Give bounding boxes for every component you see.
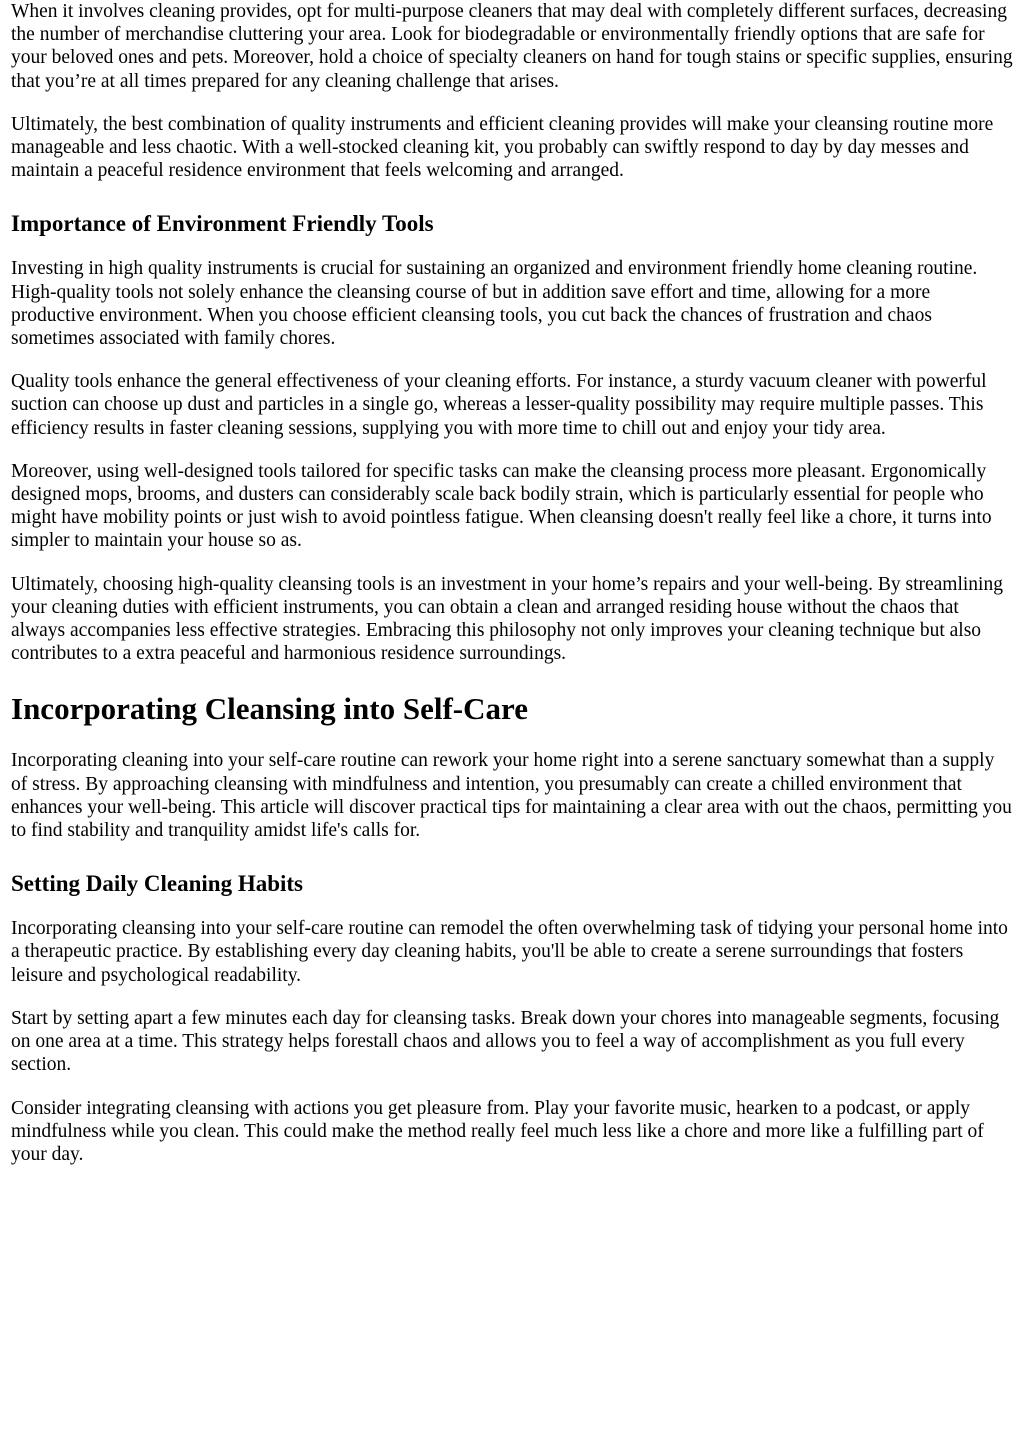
- paragraph-therapeutic-practice: Incorporating cleansing into your self-care routine can remodel the often overwhelming task of tidying your personal home into a therapeutic practice. By establishing every day cleaning habits, you'll be able to create a serene surroundings that fosters leisure and psychological readability.: [11, 918, 1008, 986]
- paragraph-investing-quality: Investing in high quality instruments is crucial for sustaining an organized and environment friendly home cleaning routine. High-quality tools not solely enhance the cleansing course of but in addition save effort and time, allowing for a more productive environment. When you choose efficient cleansing tools, you cut back the chances of frustration and chaos sometimes associated with family chores.: [11, 258, 978, 350]
- paragraph-investment-wellbeing: Ultimately, choosing high-quality cleansing tools is an investment in your home’s repairs and your well-being. By streamlining your cleaning duties with efficient instruments, you can obtain a clean and arranged residing house without the chaos that always accompanies less effective strategies. Embracing this philosophy not only improves your cleaning technique but also contributes to a extra peaceful and harmonious residence surroundings.: [11, 573, 1003, 665]
- heading-cleansing-self-care: Incorporating Cleansing into Self-Care: [11, 691, 528, 727]
- heading-daily-cleaning-habits: Setting Daily Cleaning Habits: [11, 871, 304, 897]
- paragraph-self-care-routine: Incorporating cleaning into your self-care routine can rework your home right into a serene sanctuary somewhat than a supply of stress. By approaching cleansing with mindfulness and intention, you presumably can create a chilled environment that enhances your well-being. This article will discover practical tips for maintaining a clear area with out the chaos, permitting you to find stability and tranquility amidst life's calls for.: [11, 750, 1012, 842]
- heading-environment-friendly-tools: Importance of Environment Friendly Tools: [11, 211, 434, 237]
- paragraph-setting-apart-minutes: Start by setting apart a few minutes each day for cleansing tasks. Break down your chores into manageable segments, focusing on one area at a time. This strategy helps forestall chaos and allows you to feel a way of accomplishment as you full every section.: [11, 1007, 1000, 1076]
- paragraph-quality-tools: Quality tools enhance the general effectiveness of your cleaning efforts. For instance, a sturdy vacuum cleaner with powerful suction can choose up dust and particles in a single go, whereas a lesser-quality possibility may require multiple passes. This efficiency results in faster cleaning sessions, supplying you with more time to chill out and enjoy your tidy area.: [11, 371, 987, 439]
- paragraph-combination-tools: Ultimately, the best combination of quality instruments and efficient cleaning provides will make your cleansing routine more manageable and less chaotic. With a well-stocked cleaning kit, you probably can swiftly respond to day by day messes and maintain a peaceful residence environment that feels welcoming and arranged.: [11, 113, 994, 182]
- paragraph-well-designed-tools: Moreover, using well-designed tools tailored for specific tasks can make the cleansing process more pleasant. Ergonomically designed mops, brooms, and dusters can considerably scale back bodily strain, which is particularly essential for people who might have mobility points or just wish to avoid pointless fatigue. When cleansing doesn't really feel like a chore, it turns into simpler to maintain your house so as.: [11, 460, 992, 552]
- paragraph-integrating-actions: Consider integrating cleansing with actions you get pleasure from. Play your favorite music, hearken to a podcast, or apply mindfulness while you clean. This could make the method really feel much less like a chore and more like a fulfilling part of your day.: [11, 1097, 984, 1165]
- paragraph-cleaning-supplies: When it involves cleaning provides, opt for multi-purpose cleaners that may deal with completely different surfaces, decreasing the number of merchandise cluttering your area. Look for biodegradable or environmentally friendly options that are safe for your beloved ones and pets. Moreover, hold a choice of specialty cleaners on hand for tough stains or specific supplies, ensuring that you’re at all times prepared for any cleaning challenge that arises.: [11, 1, 1013, 92]
